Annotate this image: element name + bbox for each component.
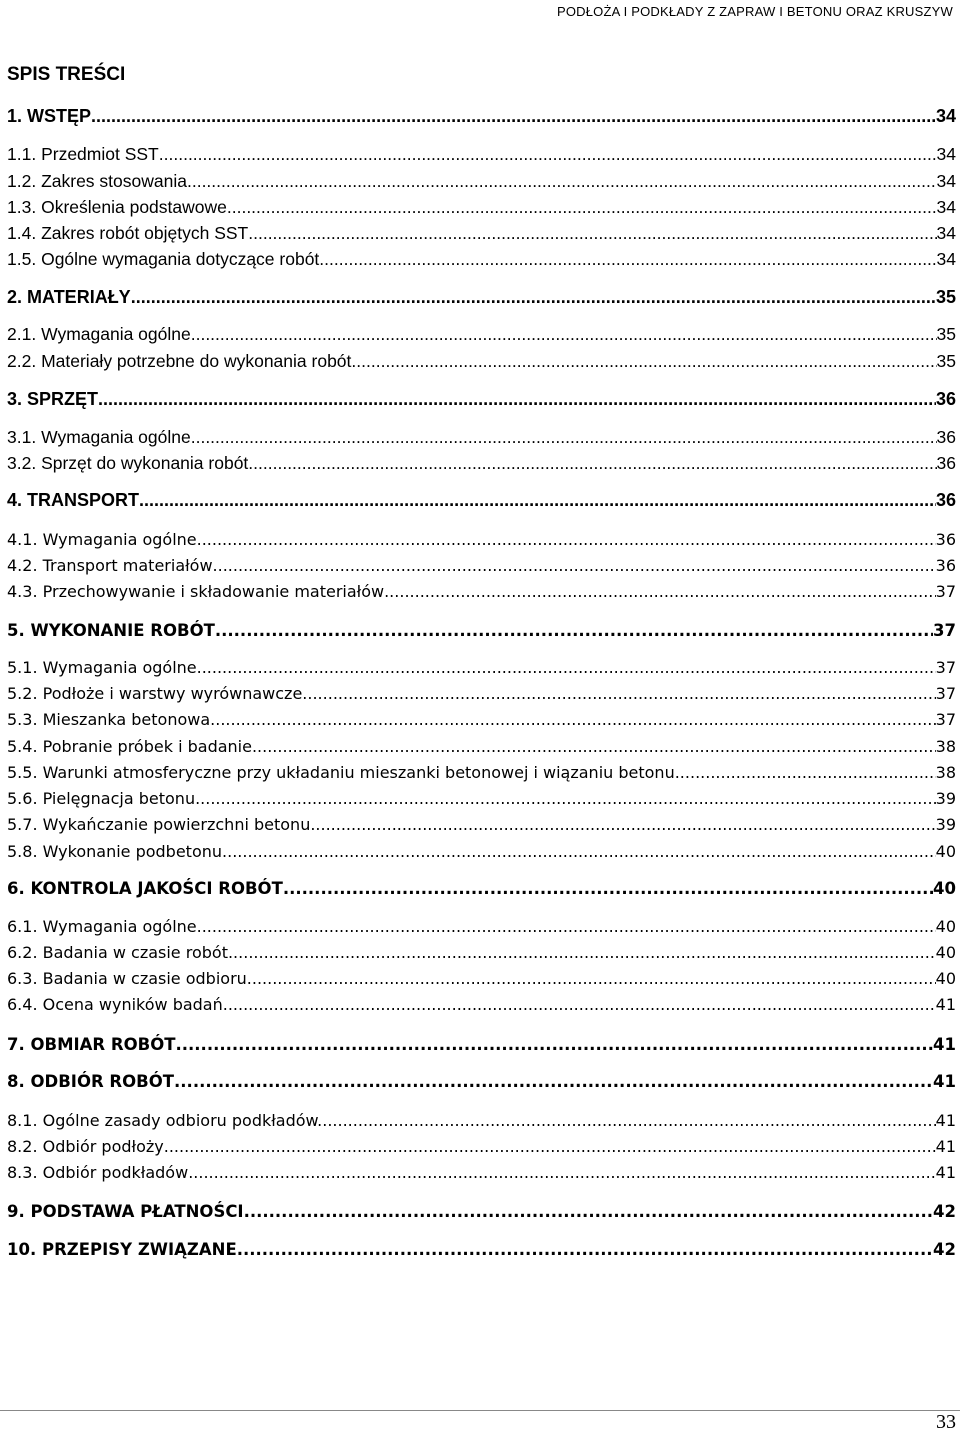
- toc-label: Ogólne zasady odbioru podkładów.: [42, 1111, 323, 1130]
- toc-entry-8[interactable]: [7, 1071, 956, 1093]
- toc-leader: [191, 323, 937, 345]
- toc-number: 8.3.: [7, 1163, 38, 1182]
- toc-number: 8.2.: [7, 1137, 38, 1156]
- toc-entry-3[interactable]: [7, 388, 956, 410]
- toc-label: Wymagania ogólne: [42, 917, 197, 936]
- toc-entry-1-1[interactable]: [7, 143, 956, 165]
- toc-entry-5-7[interactable]: [7, 814, 956, 836]
- toc-page: 35: [935, 287, 956, 307]
- toc-entry-5-3[interactable]: [7, 709, 956, 731]
- toc-label: Mieszanka betonowa: [42, 710, 211, 729]
- toc-number: 3.1.: [7, 427, 37, 447]
- toc-label: TRANSPORT: [27, 490, 140, 510]
- toc-page: 37: [935, 658, 956, 677]
- toc-number: 5.: [7, 621, 25, 640]
- toc-number: 8.1.: [7, 1111, 38, 1130]
- toc-label: Odbiór podkładów: [42, 1163, 189, 1182]
- toc-page: 42: [933, 1202, 956, 1221]
- toc-number: 1.2.: [7, 171, 37, 191]
- toc-entry-5-5[interactable]: [7, 762, 956, 784]
- toc-label: Badania w czasie odbioru: [42, 969, 247, 988]
- toc-page: 37: [935, 710, 956, 729]
- toc-number: 5.7.: [7, 815, 38, 834]
- toc-leader: [175, 1034, 933, 1056]
- toc-number: 6.3.: [7, 969, 38, 988]
- toc-leader: [131, 286, 936, 308]
- toc-entry-7[interactable]: [7, 1034, 956, 1056]
- toc-number: 8.: [7, 1072, 25, 1091]
- toc-number: 2.: [7, 287, 23, 307]
- toc-leader: [322, 1110, 935, 1132]
- toc-page: 35: [936, 351, 956, 371]
- toc-entry-1-4[interactable]: [7, 222, 956, 244]
- toc-label: Odbiór podłoży: [42, 1137, 164, 1156]
- toc-page: 40: [935, 969, 956, 988]
- toc-number: 5.2.: [7, 684, 38, 703]
- toc-leader: [244, 1201, 933, 1223]
- toc-label: Zakres stosowania: [41, 171, 187, 191]
- toc-page: 40: [935, 917, 956, 936]
- toc-leader: [187, 170, 937, 192]
- toc-page: 37: [933, 621, 956, 640]
- toc-label: SPRZĘT: [27, 389, 99, 409]
- toc-leader: [164, 1136, 936, 1158]
- toc-leader: [210, 709, 935, 731]
- toc-leader: [188, 1162, 935, 1184]
- toc-label: OBMIAR ROBÓT: [30, 1035, 176, 1054]
- toc-number: 1.: [7, 106, 23, 126]
- toc-label: Wykańczanie powierzchni betonu: [42, 815, 311, 834]
- toc-entry-6-3[interactable]: [7, 968, 956, 990]
- toc-page: 34: [935, 106, 956, 126]
- toc-page: 40: [935, 842, 956, 861]
- toc-entry-3-1[interactable]: [7, 426, 956, 448]
- toc-number: 6.4.: [7, 995, 38, 1014]
- toc-page: 34: [936, 223, 956, 243]
- toc-number: 5.6.: [7, 789, 38, 808]
- toc-number: 2.1.: [7, 324, 37, 344]
- toc-number: 4.: [7, 490, 23, 510]
- toc-entry-2[interactable]: [7, 286, 956, 308]
- toc-leader: [283, 878, 933, 900]
- toc-leader: [302, 683, 935, 705]
- toc-label: Badania w czasie robót: [42, 943, 228, 962]
- toc-label: Zakres robót objętych SST: [41, 223, 249, 243]
- toc-leader: [197, 529, 936, 551]
- toc-leader: [228, 942, 936, 964]
- toc-entry-2-2[interactable]: [7, 350, 956, 372]
- toc-leader: [195, 788, 936, 810]
- toc-number: 9.: [7, 1202, 25, 1221]
- toc-number: 3.: [7, 389, 23, 409]
- toc-number: 5.5.: [7, 763, 38, 782]
- toc-label: PODSTAWA PŁATNOŚCI: [30, 1202, 244, 1221]
- toc-entry-8-1[interactable]: [7, 1110, 956, 1132]
- toc-leader: [227, 196, 937, 218]
- toc-label: Pobranie próbek i badanie.: [42, 737, 258, 756]
- toc-label: Wykonanie podbetonu: [42, 842, 223, 861]
- toc-label: WYKONANIE ROBÓT: [30, 621, 215, 640]
- toc-page: 40: [935, 943, 956, 962]
- toc-leader: [197, 916, 936, 938]
- toc-label: KONTROLA JAKOŚCI ROBÓT: [30, 879, 283, 898]
- toc-entry-10[interactable]: [7, 1239, 956, 1261]
- toc-page: 36: [935, 530, 956, 549]
- toc-leader: [248, 222, 936, 244]
- toc-leader: [197, 657, 936, 679]
- toc-number: 6.1.: [7, 917, 38, 936]
- toc-page: 41: [933, 1072, 956, 1091]
- toc-number: 4.2.: [7, 556, 38, 575]
- running-header: PODŁOŻA I PODKŁADY Z ZAPRAW I BETONU ORAZ KRUSZYW: [556, 4, 953, 19]
- toc-title: SPIS TREŚCI: [7, 64, 126, 85]
- toc-number: 1.5.: [7, 249, 37, 269]
- toc-leader: [351, 350, 936, 372]
- toc-entry-5-8[interactable]: [7, 841, 956, 863]
- toc-entry-6[interactable]: [7, 878, 956, 900]
- toc-label: Transport materiałów: [42, 556, 213, 575]
- toc-number: 5.4.: [7, 737, 38, 756]
- toc-number: 5.1.: [7, 658, 38, 677]
- toc-page: 39: [935, 789, 956, 808]
- toc-leader: [222, 841, 936, 863]
- toc-label: Wymagania ogólne: [41, 324, 191, 344]
- toc-page: 36: [935, 556, 956, 575]
- toc-leader: [319, 248, 936, 270]
- toc-label: Materiały potrzebne do wykonania robót: [41, 351, 352, 371]
- toc-entry-6-4[interactable]: [7, 994, 956, 1016]
- toc-page: 40: [933, 879, 956, 898]
- toc-leader: [139, 489, 936, 511]
- toc-page: 41: [935, 1137, 956, 1156]
- toc-entry-1-2[interactable]: [7, 170, 956, 192]
- toc-number: 1.4.: [7, 223, 37, 243]
- toc-label: Pielęgnacja betonu: [42, 789, 196, 808]
- toc-leader: [237, 1239, 933, 1261]
- toc-number: 5.3.: [7, 710, 38, 729]
- toc-number: 6.: [7, 879, 25, 898]
- toc-number: 6.2.: [7, 943, 38, 962]
- toc-leader: [384, 581, 936, 603]
- toc-page: 41: [935, 1163, 956, 1182]
- toc-number: 4.1.: [7, 530, 38, 549]
- toc-label: Przedmiot SST: [41, 144, 159, 164]
- toc-number: 4.3.: [7, 582, 38, 601]
- toc-number: 5.8.: [7, 842, 38, 861]
- toc-entry-1[interactable]: [7, 105, 956, 127]
- toc-entry-6-2[interactable]: [7, 942, 956, 964]
- toc-entry-1-3[interactable]: [7, 196, 956, 218]
- toc-page: 37: [935, 582, 956, 601]
- toc-entry-5-1[interactable]: [7, 657, 956, 679]
- toc-label: Podłoże i warstwy wyrównawcze: [42, 684, 303, 703]
- toc-page: 38: [935, 737, 956, 756]
- toc-entry-6-1[interactable]: [7, 916, 956, 938]
- toc-label: PRZEPISY ZWIĄZANE: [41, 1240, 237, 1259]
- toc-page: 41: [933, 1035, 956, 1054]
- toc-label: Wymagania ogólne: [42, 530, 197, 549]
- toc-label: Przechowywanie i składowanie materiałów: [42, 582, 385, 601]
- toc-leader: [310, 814, 935, 836]
- toc-page: 34: [936, 197, 956, 217]
- toc-page: 36: [935, 389, 956, 409]
- toc-page: 34: [936, 171, 956, 191]
- toc-page: 34: [936, 249, 956, 269]
- toc-page: 41: [935, 995, 956, 1014]
- toc-page: 36: [936, 427, 956, 447]
- toc-label: Określenia podstawowe: [41, 197, 227, 217]
- toc-leader: [213, 555, 936, 577]
- toc-entry-4-2[interactable]: [7, 555, 956, 577]
- toc-number: 1.1.: [7, 144, 37, 164]
- toc-entry-3-2[interactable]: [7, 452, 956, 474]
- toc-number: 2.2.: [7, 351, 37, 371]
- toc-label: WSTĘP: [27, 106, 92, 126]
- toc-page: 36: [936, 453, 956, 473]
- toc-entry-1-5[interactable]: [7, 248, 956, 270]
- toc-page: 41: [935, 1111, 956, 1130]
- toc-entry-2-1[interactable]: [7, 323, 956, 345]
- toc-entry-4-3[interactable]: [7, 581, 956, 603]
- toc-number: 1.3.: [7, 197, 37, 217]
- toc-label: MATERIAŁY: [27, 287, 131, 307]
- toc-leader: [257, 736, 936, 758]
- toc-label: Ocena wyników badań: [42, 995, 223, 1014]
- toc-entry-8-2[interactable]: [7, 1136, 956, 1158]
- toc-page: 42: [933, 1240, 956, 1259]
- footer-divider: [0, 1410, 960, 1411]
- toc-leader: [248, 452, 936, 474]
- toc-label: Ogólne wymagania dotyczące robót: [41, 249, 320, 269]
- toc-leader: [191, 426, 937, 448]
- toc-leader: [675, 762, 936, 784]
- toc-entry-4[interactable]: [7, 489, 956, 511]
- toc-entry-4-1[interactable]: [7, 529, 956, 551]
- toc-label: Wymagania ogólne: [42, 658, 197, 677]
- toc-page: 34: [936, 144, 956, 164]
- page-number: 33: [936, 1411, 956, 1433]
- toc-label: Sprzęt do wykonania robót: [41, 453, 249, 473]
- toc-entry-5-4[interactable]: [7, 736, 956, 758]
- toc-entry-5-2[interactable]: [7, 683, 956, 705]
- toc-label: Wymagania ogólne: [41, 427, 191, 447]
- toc-label: Warunki atmosferyczne przy układaniu mieszanki betonowej i wiązaniu betonu: [42, 763, 675, 782]
- toc-page: 35: [936, 324, 956, 344]
- toc-page: 38: [935, 763, 956, 782]
- toc-leader: [159, 143, 937, 165]
- toc-leader: [91, 105, 936, 127]
- toc-page: 36: [935, 490, 956, 510]
- toc-entry-5[interactable]: [7, 620, 956, 642]
- toc-entry-5-6[interactable]: [7, 788, 956, 810]
- toc-page: 39: [935, 815, 956, 834]
- toc-number: 10.: [7, 1240, 37, 1259]
- toc-page: 37: [935, 684, 956, 703]
- toc-label: ODBIÓR ROBÓT: [30, 1072, 175, 1091]
- toc-number: 3.2.: [7, 453, 37, 473]
- toc-leader: [215, 620, 933, 642]
- toc-leader: [98, 388, 936, 410]
- toc-leader: [223, 994, 936, 1016]
- toc-leader: [174, 1071, 933, 1093]
- toc-entry-8-3[interactable]: [7, 1162, 956, 1184]
- toc-leader: [247, 968, 936, 990]
- toc-entry-9[interactable]: [7, 1201, 956, 1223]
- toc-number: 7.: [7, 1035, 25, 1054]
